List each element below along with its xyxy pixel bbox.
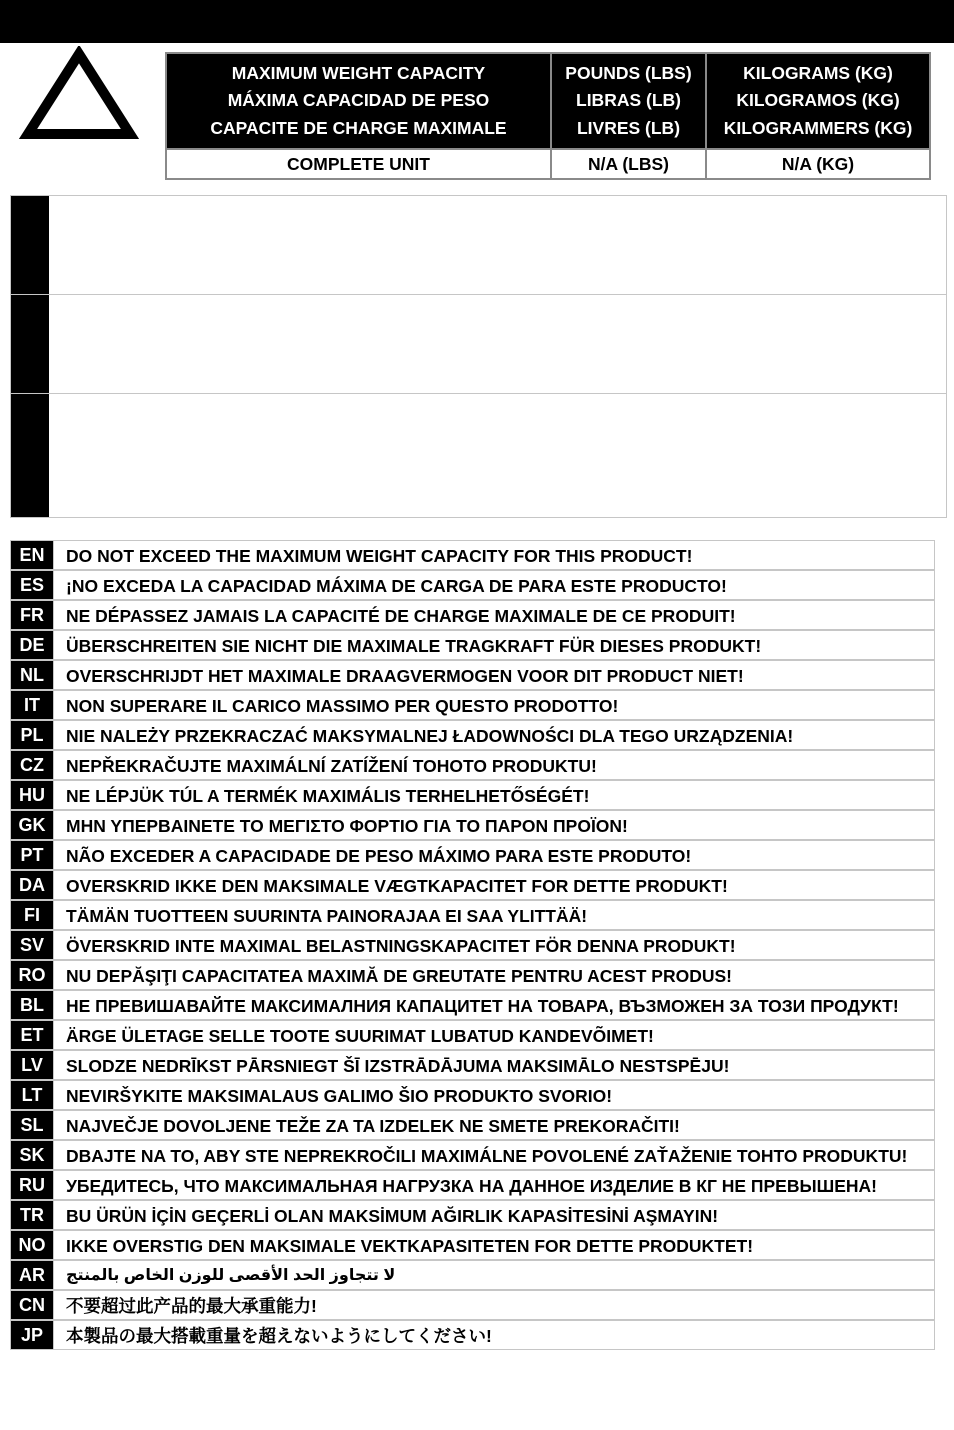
pounds-value: N/A (LBS) [551, 149, 706, 179]
language-code: BL [11, 991, 54, 1019]
language-code: SV [11, 931, 54, 959]
warning-text: SLODZE NEDRĪKST PĀRSNIEGT ŠĪ IZSTRĀDĀJUMA MAKSIMĀLO NESTSPĒJU! [66, 1055, 730, 1076]
language-code: DE [11, 631, 54, 659]
warning-text: NE DÉPASSEZ JAMAIS LA CAPACITÉ DE CHARGE MAXIMALE DE CE PRODUIT! [66, 605, 736, 626]
language-row [11, 1201, 934, 1231]
warning-text: BU ÜRÜN İÇİN GEÇERLİ OLAN MAKSİMUM AĞIRLIK KAPASİTESİNİ AŞMAYIN! [66, 1205, 719, 1226]
blank-panel [10, 195, 947, 296]
language-row [11, 841, 934, 871]
language-code: CZ [11, 751, 54, 779]
language-row [11, 931, 934, 961]
warning-text: DO NOT EXCEED THE MAXIMUM WEIGHT CAPACITY FOR THIS PRODUCT! [66, 545, 693, 566]
language-warning-table [10, 540, 935, 1350]
warning-text: УБЕДИТЕСЬ, ЧТО МАКСИМАЛЬНАЯ НАГРУЗКА НА ДАННОЕ ИЗДЕЛИЕ В КГ НЕ ПРЕВЫШЕНА! [66, 1175, 877, 1196]
language-row [11, 1171, 934, 1201]
panel-bar [11, 295, 49, 394]
blank-panel [10, 294, 947, 395]
language-code: JP [11, 1321, 54, 1349]
weight-capacity-table [165, 52, 931, 180]
language-row [11, 601, 934, 631]
top-black-bar [0, 0, 954, 43]
language-row [11, 1021, 934, 1051]
language-code: FI [11, 901, 54, 929]
warning-text: لا تتجاوز الحد الأقصى للوزن الخاص بالمنتج [66, 1266, 396, 1284]
language-code: CN [11, 1291, 54, 1319]
pounds-header: POUNDS (LBS) LIBRAS (LB) LIVRES (LB) [551, 53, 706, 149]
language-code: RU [11, 1171, 54, 1199]
language-code: PL [11, 721, 54, 749]
language-code: GK [11, 811, 54, 839]
warning-text: TÄMÄN TUOTTEEN SUURINTA PAINORAJAA EI SAA YLITTÄÄ! [66, 905, 588, 926]
panel-bar [11, 394, 49, 517]
warning-triangle-icon [16, 46, 142, 142]
warning-text: 不要超过此产品的最大承重能力! [66, 1295, 317, 1316]
language-row [11, 1261, 934, 1291]
language-row [11, 1111, 934, 1141]
warning-text: OVERSKRID IKKE DEN MAKSIMALE VÆGTKAPACITET FOR DETTE PRODUKT! [66, 875, 728, 896]
language-row [11, 691, 934, 721]
blank-panel [10, 393, 947, 518]
warning-text: ΜΗΝ ΥΠΕΡΒΑΙΝΕΤΕ ΤΟ ΜΕΓΙΣΤΟ ΦΟΡΤΙΟ ΓΙΑ ΤΟ ΠΑΡΟΝ ΠΡΟΪΟΝ! [66, 815, 628, 836]
language-code: ET [11, 1021, 54, 1049]
warning-text: DBAJTE NA TO, ABY STE NEPREKROČILI MAXIMÁLNE POVOLENÉ ZAŤAŽENIE TOHTO PRODUKTU! [66, 1145, 908, 1166]
warning-text: NEVIRŠYKITE MAKSIMALAUS GALIMO ŠIO PRODUKTO SVORIO! [66, 1085, 613, 1106]
language-code: ES [11, 571, 54, 599]
unit-cell: COMPLETE UNIT [166, 149, 551, 179]
warning-text: NIE NALEŻY PRZEKRACZAĆ MAKSYMALNEJ ŁADOWNOŚCI DLA TEGO URZĄDZENIA! [66, 725, 794, 746]
language-code: HU [11, 781, 54, 809]
warning-text: 本製品の最大搭載重量を超えないようにしてください! [66, 1325, 492, 1346]
language-row [11, 1231, 934, 1261]
language-row [11, 991, 934, 1021]
warning-text: NON SUPERARE IL CARICO MASSIMO PER QUESTO PRODOTTO! [66, 695, 619, 716]
language-row [11, 751, 934, 781]
warning-text: NU DEPĂŞIŢI CAPACITATEA MAXIMĂ DE GREUTATE PENTRU ACEST PRODUS! [66, 965, 732, 986]
language-row [11, 661, 934, 691]
language-row [11, 961, 934, 991]
language-code: LV [11, 1051, 54, 1079]
language-row [11, 1051, 934, 1081]
warning-text: NE LÉPJÜK TÚL A TERMÉK MAXIMÁLIS TERHELHETŐSÉGÉT! [66, 785, 590, 806]
language-row [11, 871, 934, 901]
language-code: NO [11, 1231, 54, 1259]
language-row [11, 1291, 934, 1321]
language-row [11, 721, 934, 751]
language-row [11, 1141, 934, 1171]
warning-text: НЕ ПРЕВИШАВАЙТЕ МАКСИМАЛНИЯ КАПАЦИТЕТ НА ТОВАРА, ВЪЗМОЖЕН ЗА ТОЗИ ПРОДУКТ! [66, 995, 899, 1016]
warning-text: NÃO EXCEDER A CAPACIDADE DE PESO MÁXIMO PARA ESTE PRODUTO! [66, 845, 692, 866]
language-code: SK [11, 1141, 54, 1169]
language-code: FR [11, 601, 54, 629]
language-row [11, 541, 934, 571]
language-code: NL [11, 661, 54, 689]
language-code: RO [11, 961, 54, 989]
language-row [11, 781, 934, 811]
language-row [11, 811, 934, 841]
language-row [11, 631, 934, 661]
language-code: LT [11, 1081, 54, 1109]
warning-text: NEPŘEKRAČUJTE MAXIMÁLNÍ ZATÍŽENÍ TOHOTO PRODUKTU! [66, 755, 597, 776]
warning-text: ÖVERSKRID INTE MAXIMAL BELASTNINGSKAPACITET FÖR DENNA PRODUKT! [66, 935, 736, 956]
panel-bar [11, 196, 49, 295]
language-row [11, 1081, 934, 1111]
language-code: PT [11, 841, 54, 869]
kilograms-value: N/A (KG) [706, 149, 930, 179]
warning-text: OVERSCHRIJDT HET MAXIMALE DRAAGVERMOGEN VOOR DIT PRODUCT NIET! [66, 665, 744, 686]
language-code: IT [11, 691, 54, 719]
warning-text: ¡NO EXCEDA LA CAPACIDAD MÁXIMA DE CARGA DE PARA ESTE PRODUCTO! [66, 575, 727, 596]
language-row [11, 901, 934, 931]
language-code: AR [11, 1261, 54, 1289]
warning-text: NAJVEČJE DOVOLJENE TEŽE ZA TA IZDELEK NE SMETE PREKORAČITI! [66, 1115, 680, 1136]
warning-text: IKKE OVERSTIG DEN MAKSIMALE VEKTKAPASITETEN FOR DETTE PRODUKTET! [66, 1235, 754, 1256]
kilograms-header: KILOGRAMS (KG) KILOGRAMOS (KG) KILOGRAMMERS (KG) [706, 53, 930, 149]
language-code: SL [11, 1111, 54, 1139]
language-row [11, 1321, 934, 1349]
warning-text: ÜBERSCHREITEN SIE NICHT DIE MAXIMALE TRAGKRAFT FÜR DIESES PRODUKT! [66, 635, 762, 656]
language-code: DA [11, 871, 54, 899]
language-row [11, 571, 934, 601]
language-code: TR [11, 1201, 54, 1229]
warning-text: ÄRGE ÜLETAGE SELLE TOOTE SUURIMAT LUBATUD KANDEVÕIMET! [66, 1025, 654, 1046]
language-code: EN [11, 541, 54, 569]
capacity-header: MAXIMUM WEIGHT CAPACITY MÁXIMA CAPACIDAD DE PESO CAPACITE DE CHARGE MAXIMALE [166, 53, 551, 149]
